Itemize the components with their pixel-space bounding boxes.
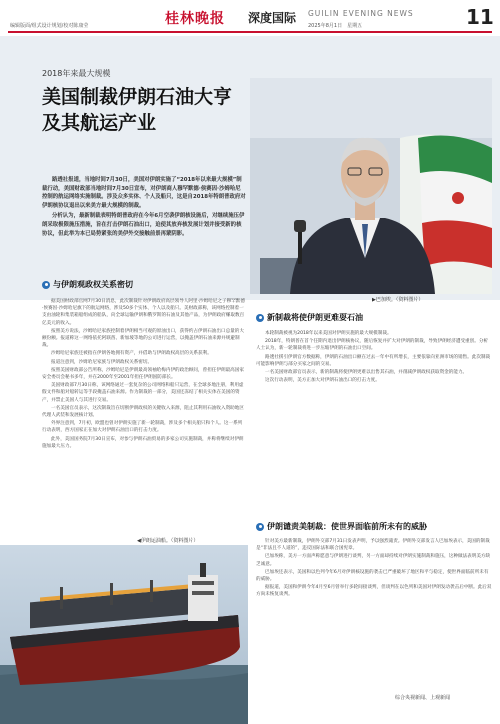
section-heading: [256, 312, 363, 323]
body-paragraph: 美国财政部7月30日称，该网络通过一套复杂的公司网络和船只运营，在全球多地注册，利用虚假文件和船对船转运等手段掩盖石油来源。作为制裁的一部分，美国还冻结了相关实体在美国的资产，并禁止美国人与其进行交易。: [42, 383, 244, 403]
section-heading-text: 新制裁将使伊朗更难耍石油: [267, 313, 363, 322]
body-paragraph: 按照美方说法，沙姆哈尼家族控制着伊朗相当可观的原油出口，获得约占伊朗石油出口总量的大额份额。报道称这一网络依托阿联酋、新加坡等地的公司进行运营，以掩盖伊朗石油来源并规避制裁。: [42, 328, 244, 349]
dateline: 2025年8月1日 星期五: [308, 23, 363, 29]
bullet-icon: [256, 523, 264, 531]
article-lede: [42, 176, 246, 240]
section-heading: [256, 521, 427, 532]
lede-paragraph: 路透社报道，当地时间7月30日，美国对伊朗实施了“2018年以来最大规模”制裁行动，美国财政部当地时间7月30日宣布，对伊朗商人穆罕默德·侯赛因·沙姆哈尼控制的航运网络实施制裁。涉及众多实体、个人及船只，这是自2018年特朗普政府对伊朗核协议退出以来美方最大规模的制裁。: [42, 177, 246, 209]
body-paragraph: 路透社援引伊朗官方数据称，伊朗的石油出口额在过去一年中有所增长，主要依靠向亚洲市场的销售。此次制裁可能影响伊朗与部分买家之间的交易。: [256, 354, 491, 367]
headline: 美国制裁伊朗石油大亨及其航运产业: [42, 86, 233, 134]
page-number: 11: [466, 5, 494, 29]
spokesperson-photo: [250, 78, 492, 294]
paper-english-name: GUILIN EVENING NEWS: [308, 9, 414, 18]
article-body-column: [256, 538, 492, 692]
lede-paragraph: 分析认为，最新制裁表明特朗普政府在今年6月空袭伊朗核设施后，对继续施压伊朗采取极限施压措施，旨在打击伊朗石油出口，迫使其放弃核发展计划并接受新的核协议，但此举为本已局势紧张的美伊外交接触前景再蒙阴影。: [42, 213, 245, 237]
body-paragraph: 报道注意到，沙姆哈尼家族与伊朗政权关系密切。: [51, 359, 153, 365]
body-paragraph: 针对美方最新制裁，伊朗外交部7月31日发表声明，予以强烈谴责。伊朗外交部发言人巴加埃表示，美国的制裁是“非法且不人道的”，违反国际法和联合国宪章。: [256, 539, 490, 552]
body-paragraph: 一名美国官员表示，这次制裁旨在切断伊朗政权的关键收入来源，阻止其利用石油收入资助地区代理人武装和发展核计划。: [42, 405, 244, 419]
headline-kicker: 2018年来最大规模: [42, 69, 111, 78]
body-paragraph: 按照美国财政部公告所称，沙姆哈尼是伊朗最高领袖哈梅内伊的政治顾问，曾担任伊朗最高国家安全委员会秘书多年，并在2000年至2001年担任伊朗国防部长。: [42, 367, 244, 381]
byline: 综合央视新闻、上观新闻: [395, 695, 451, 701]
body-paragraph: 巴加埃称，美方一方面声称愿意与伊朗进行谈判，另一方面却持续对伊朗实施制裁和施压，这种做法表明美方缺乏诚意。: [256, 554, 491, 567]
section-heading-text: 伊朗谴责美制裁：使世界面临前所未有的威胁: [267, 522, 427, 531]
body-paragraph: 沙姆哈尼家族还被指在伊朗各地拥有资产，并借助与伊朗政权高层的关系获利。: [51, 351, 212, 357]
article-body-column: [256, 330, 492, 520]
body-paragraph: 此外，美国国务院7月30日宣布，对参与伊朗石油贸易的多家公司实施制裁，并称将继续对伊朗施加最大压力。: [42, 436, 244, 449]
body-paragraph: 本轮制裁被视为2018年以来美国对伊朗实施的最大规模制裁。: [265, 331, 392, 336]
newspaper-logo: 桂林晚报: [165, 11, 225, 27]
article-body-column: [42, 298, 246, 534]
body-paragraph: 巴加埃还表示，美国和以色列今年6月对伊朗核设施的袭击已严重破坏了地区和平与稳定，使世界面临前所未有的威胁。: [256, 569, 489, 583]
body-paragraph: 这次行动表明，美方正加大对伊朗石油出口的打击力度。: [265, 378, 380, 384]
body-paragraph: 据美国财政部官网7月30日消息，此次制裁针对伊朗政府高层领导人阿里·沙姆哈尼之子穆罕默德·侯赛因·沙姆哈尼旗下的航运网络，涉及50多个实体、个人以及船只。美财政部称，该网络控制着一支由油轮和集装箱船组成的船队，向全球运输伊朗和俄罗斯的石油及其他产品，为伊朗政府赚取数百亿美元的收入。: [42, 299, 245, 326]
photo-caption: ▶巴加埃。（资料图片）: [372, 297, 424, 303]
body-paragraph: 一名美国财政部官员表示，新的制裁将使伊朗更难以出售其石油，并削减伊朗政权获取资金的能力。: [265, 370, 468, 376]
editor-credit: 编辑版面/组式设计规划/校对陈康莹: [10, 23, 89, 29]
tanker-photo: [0, 545, 248, 724]
bullet-icon: [42, 281, 50, 289]
photo-caption: ◀伊朗运油船。（资料图片）: [137, 538, 199, 544]
body-paragraph: 据报道，美国和伊朗今年4月至6月曾举行多轮间接谈判，但谈判在以色列和美国对伊朗发动袭击后中断。此后双方尚未恢复谈判。: [256, 585, 492, 598]
body-paragraph: 2018年，特朗普在首个任期内退出伊朗核协议，随后恢复并扩大对伊朗的制裁，导致伊朗经济遭受重创。分析人士认为，新一轮制裁将进一步压缩伊朗的石油出口空间。: [256, 339, 489, 352]
bullet-icon: [256, 314, 264, 322]
body-paragraph: 外界注意到，7月初，欧盟也曾对伊朗实施了新一轮制裁，涉及多个相关船只和个人。这一系列行动表明，西方国家正在加大对伊朗石油出口的打击力度。: [42, 421, 243, 434]
header-rule: [8, 31, 492, 33]
spokesperson-illustration: [250, 78, 492, 294]
page-header: [0, 0, 500, 36]
section-title: 深度国际: [248, 11, 297, 25]
section-heading-text: 与伊朗观政权关系密切: [53, 280, 133, 289]
section-heading: [42, 279, 133, 290]
tanker-illustration: [0, 545, 248, 724]
